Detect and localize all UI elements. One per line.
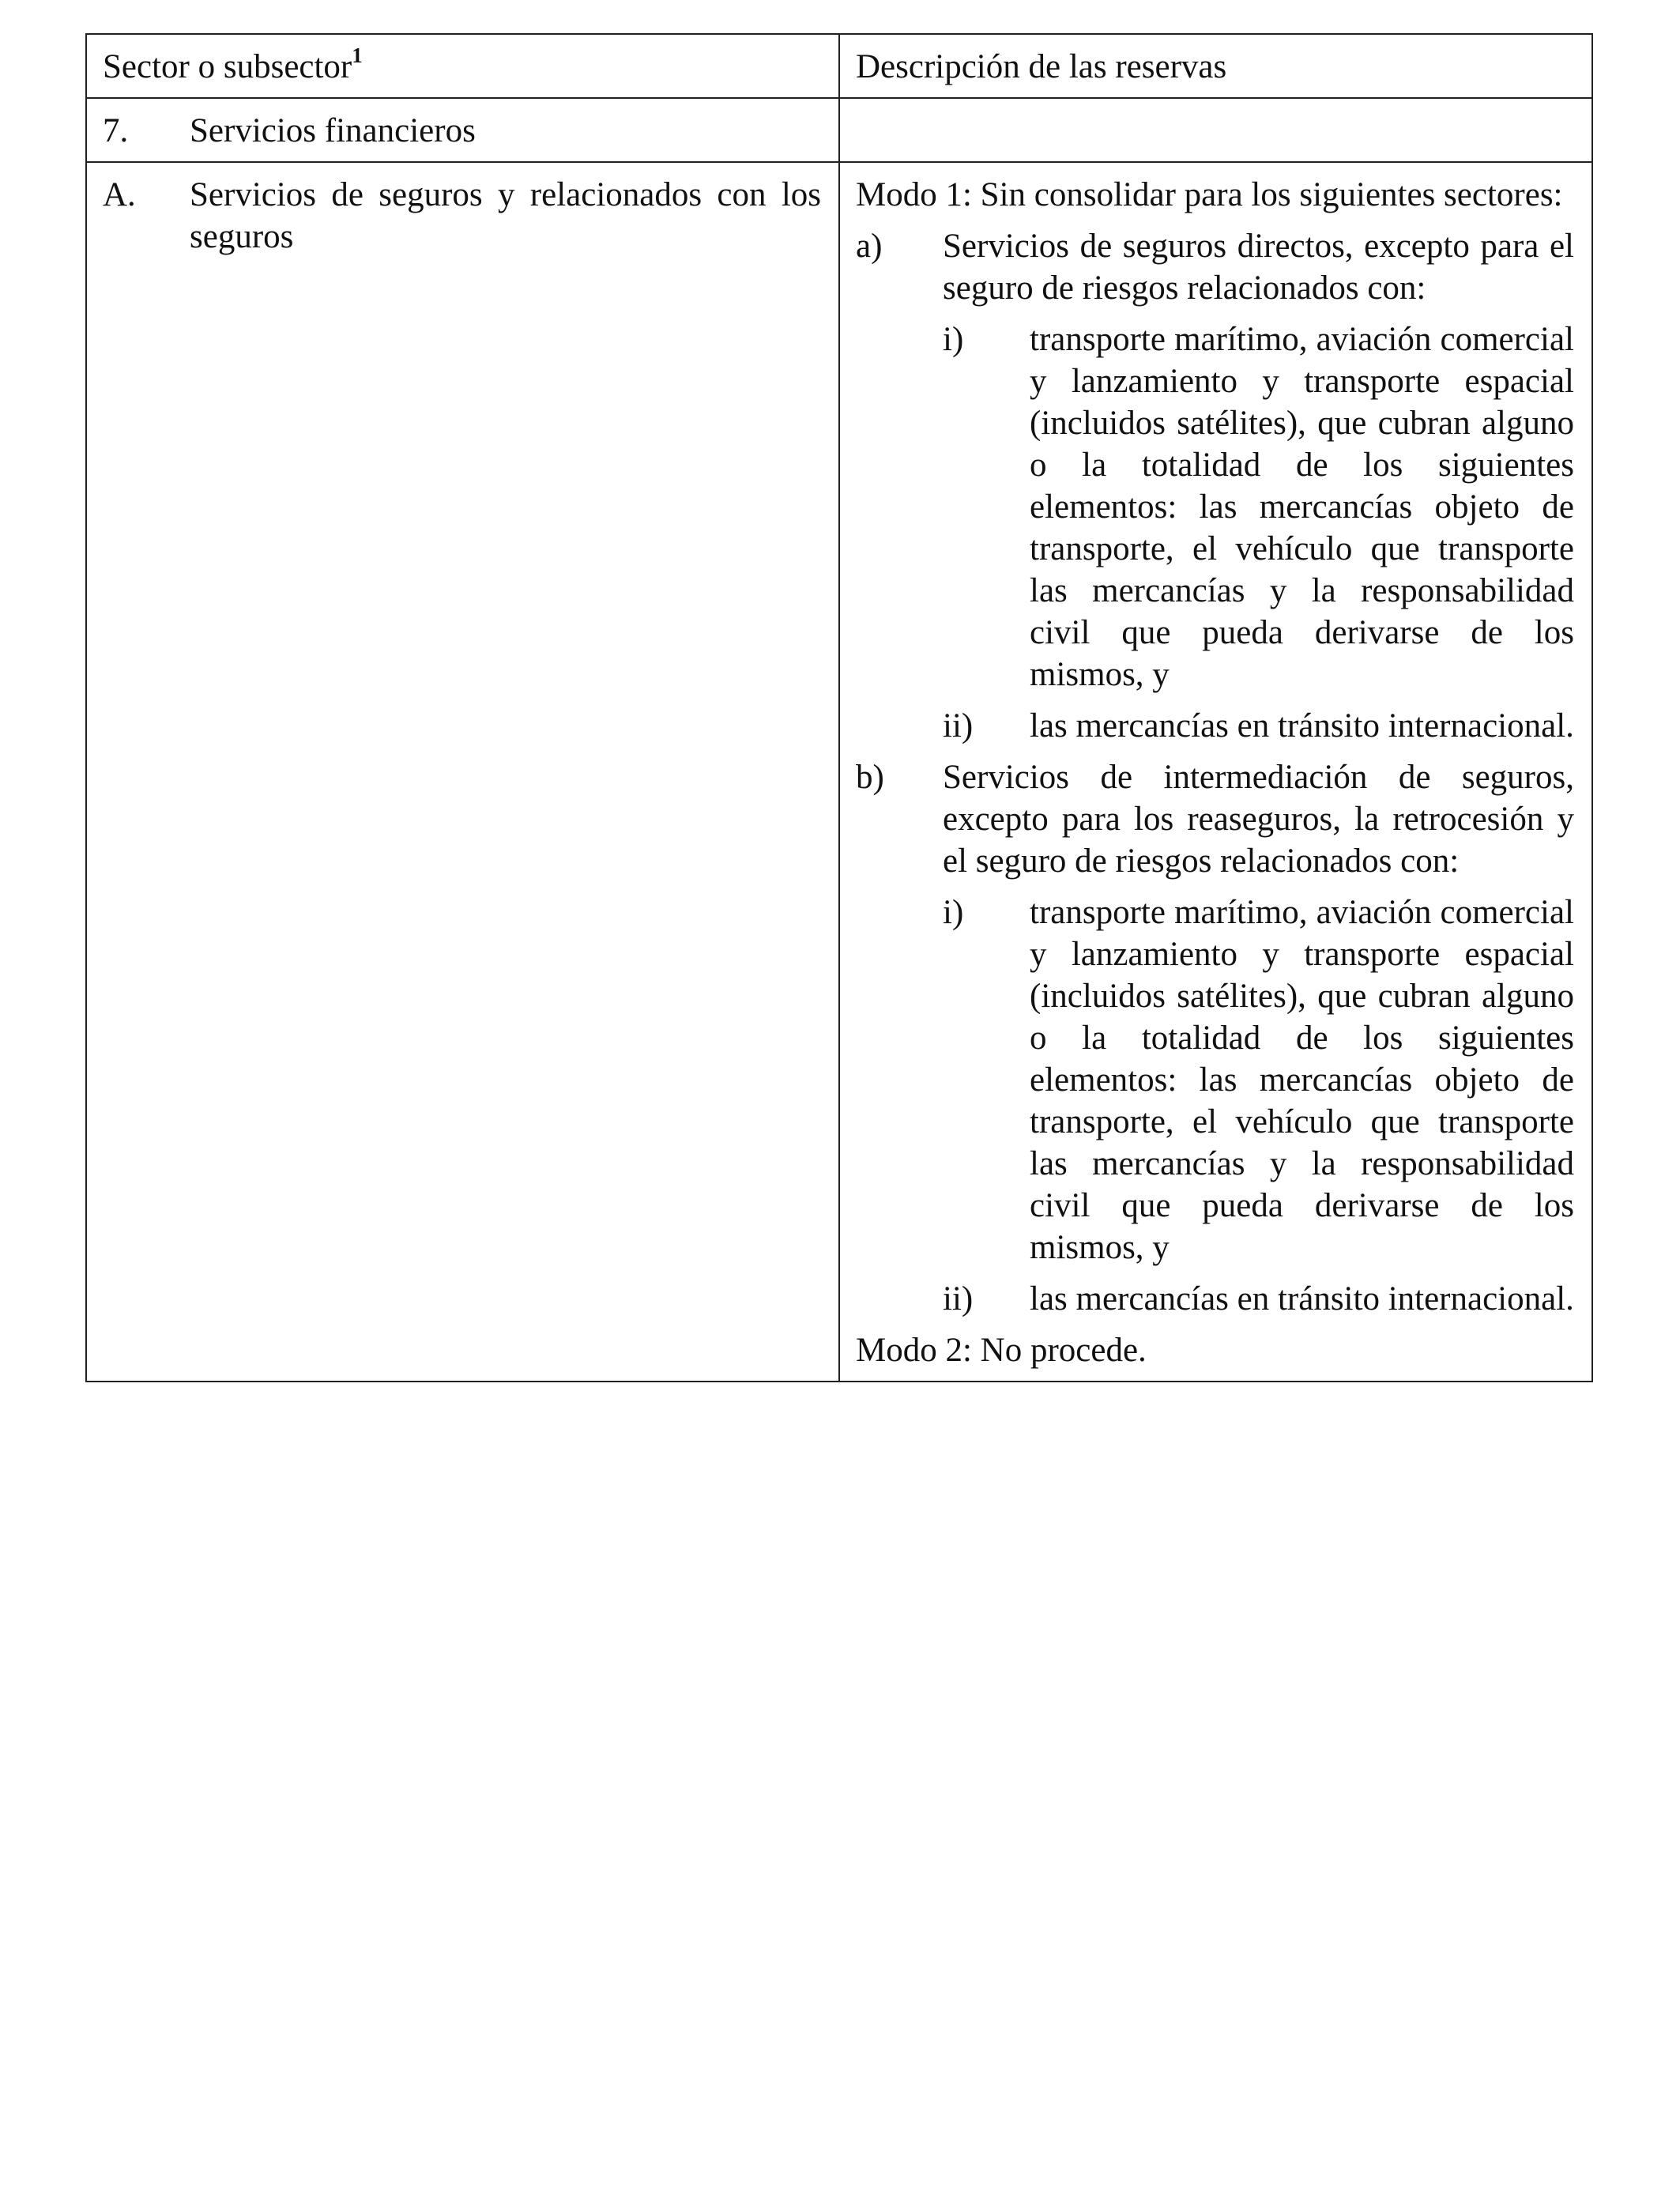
item-marker: b) [856, 759, 884, 796]
mode1-intro: Modo 1: Sin consolidar para los siguientes sectores: [856, 176, 1563, 213]
subitem-text: transporte marítimo, aviación comercial y lanzamiento y transporte espacial (incluidos satélites), que cubran alguno o la totalidad de los siguientes elementos: las mercancías objeto de transporte, el vehículo que transporte las mercancías y la responsabilidad civil que pueda derivarse de los mismos, y [1030, 894, 1574, 1266]
header-sector-label: Sector o subsector [103, 48, 352, 85]
subitem-text: las mercancías en tránsito internacional. [1030, 1280, 1574, 1318]
table-header-row [86, 34, 1592, 98]
sector-number: 7. [103, 112, 129, 149]
sector-label: Servicios de seguros y relacionados con los seguros [190, 176, 821, 255]
item-text: Servicios de seguros directos, excepto para el seguro de riesgos relacionados con: [943, 228, 1574, 307]
subitem-marker: ii) [943, 707, 974, 745]
description-cell [839, 98, 1592, 162]
reservations-table [85, 33, 1593, 1382]
footnote-marker[interactable]: 1 [352, 43, 363, 67]
header-description-label: Descripción de las reservas [856, 48, 1227, 85]
sector-cell [86, 162, 839, 1382]
sector-label: Servicios financieros [190, 112, 476, 149]
subitem-text: transporte marítimo, aviación comercial y lanzamiento y transporte espacial (incluidos satélites), que cubran alguno o la totalidad de los siguientes elementos: las mercancías objeto de transporte, el vehículo que transporte las mercancías y la responsabilidad civil que pueda derivarse de los mismos, y [1030, 321, 1574, 693]
subitem-marker: i) [943, 894, 964, 931]
mode2-text: Modo 2: No procede. [856, 1332, 1147, 1369]
sector-number: A. [103, 176, 136, 213]
subitem-text: las mercancías en tránsito internacional. [1030, 707, 1574, 745]
list-item [856, 756, 1574, 882]
sector-cell [86, 98, 839, 162]
subitem-marker: ii) [943, 1280, 974, 1318]
subitem-marker: i) [943, 321, 964, 358]
description-cell [839, 162, 1592, 1382]
sub-list-item [943, 1278, 1574, 1320]
sub-list-item [943, 892, 1574, 1269]
list-item [856, 225, 1574, 309]
table-row [86, 98, 1592, 162]
item-text: Servicios de intermediación de seguros, excepto para los reaseguros, la retrocesión y el seguro de riesgos relacionados con: [943, 759, 1574, 880]
sub-list-item [943, 705, 1574, 747]
header-description-cell [839, 34, 1592, 98]
sub-list-item [943, 319, 1574, 696]
header-sector-cell [86, 34, 839, 98]
table-row [86, 162, 1592, 1382]
item-marker: a) [856, 228, 883, 265]
document-page [85, 33, 1591, 1382]
